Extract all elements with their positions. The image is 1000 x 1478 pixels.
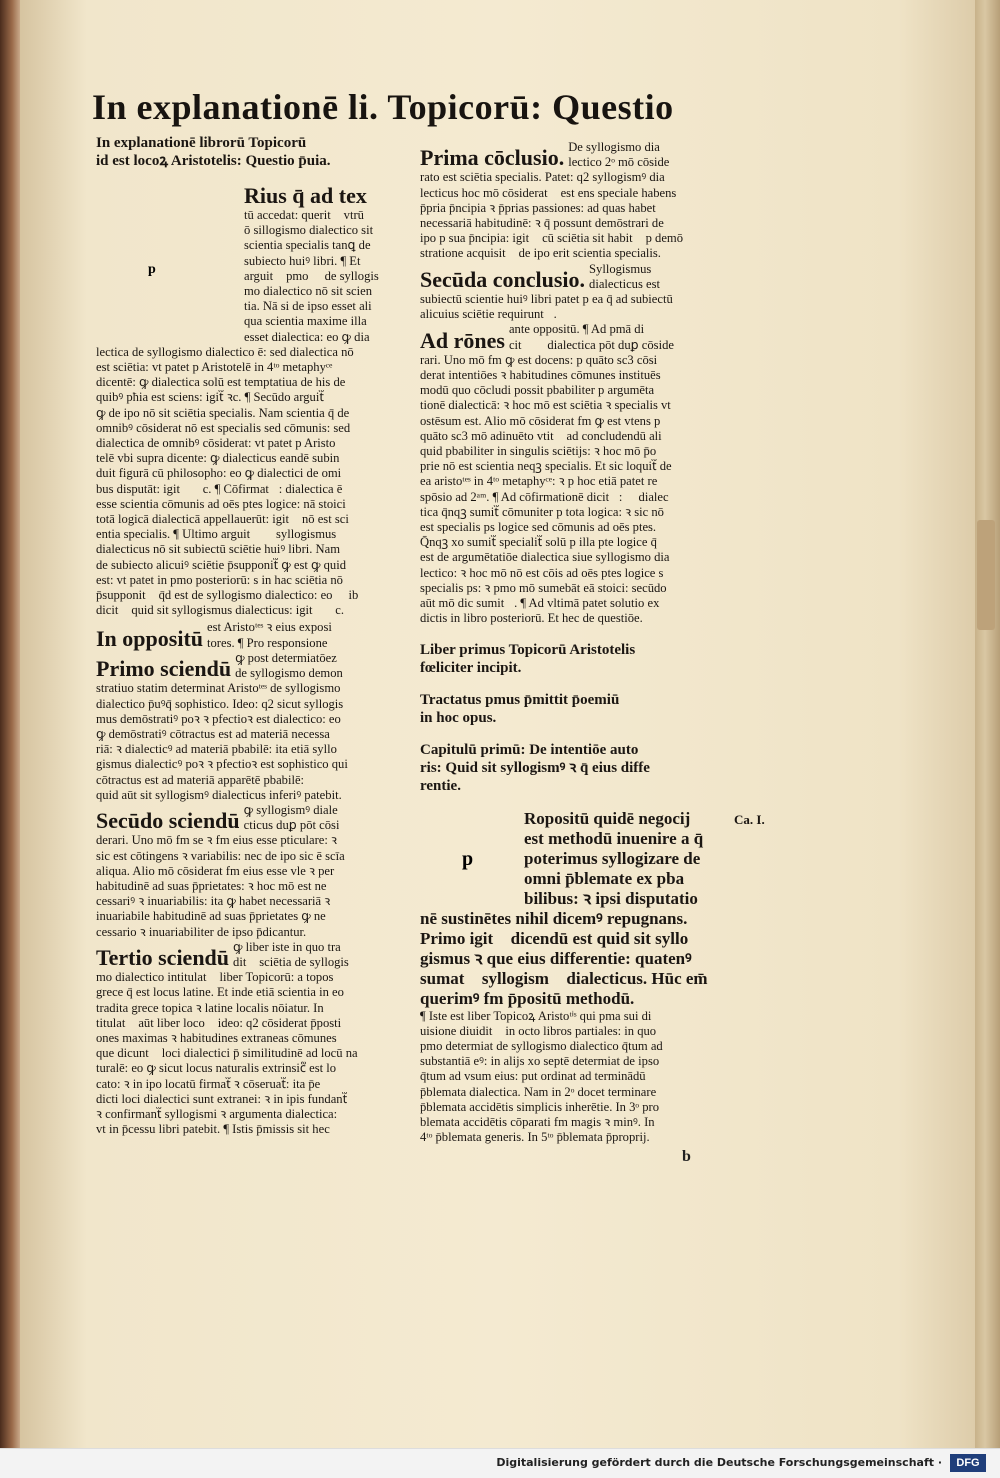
text-line: tia. Nā si de ipso esset ali bbox=[244, 299, 372, 314]
text-line: telē vbi supra dicente: ꝙ dialecticus eandē subin bbox=[96, 451, 340, 466]
commentary-block bbox=[420, 1009, 760, 1146]
text-line: specialis ps: ꝛ pmo mō sumebāt eā stoici: secūdo bbox=[420, 580, 667, 595]
text-line: lecticus hoc mō cōsiderat᷑ est ens speciale habens bbox=[420, 185, 677, 200]
text-line: ones maximas ꝛ habitudines extraneas cōmunes bbox=[96, 1030, 337, 1045]
text-line: ante oppositū. ¶ Ad pmā di bbox=[508, 322, 645, 337]
text-line: dicentē: ꝙ dialectica solū est temptatiua de his de bbox=[96, 375, 346, 390]
text-line: dicit᷑ quid sit syllogismus dialecticus: igit᷑ ꝛc. bbox=[96, 603, 345, 618]
heading-text: Secūda conclusio. bbox=[420, 267, 586, 293]
text-line: dicti loci dialectici sunt extranei: ꝛ in ipis fundant᷑ bbox=[96, 1091, 348, 1106]
text-line: stratione acquisit᷑ de ipo erit scientia specialis. bbox=[420, 246, 661, 261]
text-line: Capitulū primū: De intentiōe auto bbox=[420, 741, 639, 758]
text-line: ea aristoᵗᵉˢ in 4ᵗᵒ metaphyᶜᵉ: ꝛ p hoc etiā patet re bbox=[420, 474, 658, 489]
heading-oppositum bbox=[96, 620, 396, 650]
text-line: Ropositū quidē negocij bbox=[524, 808, 691, 828]
body-paragraph-2 bbox=[96, 681, 396, 803]
text-line: tionē dialecticā: ꝛ hoc mō est sciētia ꝛ specialis vt bbox=[420, 398, 671, 413]
text-line: esset dialectica: eo ꝙ dia bbox=[244, 329, 370, 344]
text-line: mo dialectico nō sit scien bbox=[244, 284, 373, 299]
heading-note bbox=[235, 651, 343, 681]
text-line: cit᷑ ꝙ dialectica pōt duꝑ cōside bbox=[508, 337, 674, 352]
text-line: lectica de syllogismo dialectico ē: sed dialectica nō bbox=[96, 344, 354, 359]
text-line: turalē: eo ꝙ sicut locus naturalis extrinsic᷑ est lo bbox=[96, 1061, 337, 1076]
text-line: modū quo cōcludi possit pbabiliter p argumēta bbox=[420, 383, 655, 398]
body-paragraph-4 bbox=[96, 970, 396, 1137]
heading-text: Secūdo sciendū bbox=[96, 808, 240, 834]
text-line: derari. Uno mō fm se ꝛ fm eius esse pticulare: ꝛ bbox=[96, 833, 338, 848]
text-line: p̄supponit᷑ q̄d est de syllogismo dialectico: eo ꝙ ib bbox=[96, 588, 359, 603]
text-line: vt in p̄cessu libri patebit. ¶ Istis p̄missis sit hec bbox=[96, 1122, 330, 1137]
text-line: tradita grece topica ꝛ latine localis nōiatur. In bbox=[96, 1000, 324, 1015]
dfg-logo: DFG bbox=[950, 1454, 986, 1472]
heading-secundo bbox=[96, 803, 396, 833]
text-line: stratiuo statim determinat Aristoᵗᵉˢ de syllogismo bbox=[96, 681, 341, 696]
text-line: dialectico p̄uꝰq̄ sophistico. Ideo: q2 sicut syllogis bbox=[96, 696, 344, 711]
text-line: quāto sc3 mō adinuēto vtit᷑ ad concludendū ali bbox=[420, 428, 662, 443]
text-line: lectico: ꝛ hoc mō nō est cōis ad oēs ptes logice s bbox=[420, 565, 664, 580]
text-line: ¶ Iste est liber Topicoꝝ Aristoᵗⁱˢ qui pma sui di bbox=[420, 1008, 652, 1023]
text-line: ꝙ demōstratiꝰ cōtractus est ad materiā necessa bbox=[96, 726, 330, 741]
footer-bar bbox=[0, 1448, 1000, 1478]
text-line: nē sustinētes nihil dicemꝰ repugnans. bbox=[420, 908, 688, 928]
text-line: sumat᷑ syllogismꝰ dialecticus. Hūc em̄ bbox=[420, 968, 708, 988]
text-line: cato: ꝛ in ipo locatū firmat᷑ ꝛ cōseruat᷑: ita p̄e bbox=[96, 1076, 321, 1091]
ad-body bbox=[420, 353, 760, 627]
text-line: Primo igit᷑ dicendū est quid sit syllo bbox=[420, 928, 689, 948]
text-line: aūt mō dic sumit᷑. ¶ Ad vltimā patet solutio ex bbox=[420, 596, 660, 611]
text-line: mus demōstratiꝰ poꝛ ꝛ pfectioꝛ est dialectico: eo bbox=[96, 711, 341, 726]
text-line: quibꝰ pħia est sciens: igit᷑ ꝛc. ¶ Secūdo arguit᷑ bbox=[96, 390, 324, 405]
text-line: quid aūt sit syllogismꝰ dialecticus inferiꝰ patebit. bbox=[96, 787, 342, 802]
heading-note bbox=[233, 940, 349, 970]
text-line: aliqua. Alio mō cōsiderat fm eius esse vle ꝛ per bbox=[96, 863, 335, 878]
text-line: Liber primus Topicorū Aristotelis bbox=[420, 641, 636, 658]
text-line: blemata accidētis cōparati fm magis ꝛ minꝰ. In bbox=[420, 1114, 655, 1129]
question-title-2: id est locoꝝ Aristotelis: Questio p̄uia. bbox=[96, 153, 331, 169]
text-line: scientia specialis tanꝗ de bbox=[244, 238, 371, 253]
text-line: Q̄nqꝫ xo sumit᷑ specialit᷑ solū p illa pte logice q̄ bbox=[420, 535, 657, 550]
heading-prima-conclusio bbox=[420, 140, 760, 170]
right-column bbox=[420, 140, 760, 1145]
heading-note bbox=[244, 803, 340, 833]
text-line: est Aristoᵗᵉˢ ꝛ eius exposi bbox=[207, 620, 332, 635]
running-header: In explanationē li. Topicorū: Questio bbox=[92, 87, 674, 127]
text-line: totā logicā dialecticā appellauerūt: igit᷑ nō est sci bbox=[96, 512, 349, 527]
heading-note bbox=[207, 620, 332, 650]
funding-note: Digitalisierung gefördert durch die Deutsche Forschungsgemeinschaft · bbox=[496, 1456, 942, 1469]
text-line: alicuius sciētie requirunt᷑. bbox=[420, 307, 557, 322]
text-line: rari. Uno mō fm ꝙ est docens: p quāto sc3 cōsi bbox=[420, 352, 658, 367]
secunda-body bbox=[420, 292, 760, 322]
heading-ad-rones bbox=[420, 322, 760, 352]
guide-letter: p bbox=[462, 848, 474, 870]
heading-tertio bbox=[96, 940, 396, 970]
text-line: esse scientia cōmunis ad oēs ptes logice: nā stoici bbox=[96, 496, 346, 511]
text-line: est methodū inuenire a q̄ bbox=[524, 828, 704, 848]
text-line: derat intentiōes ꝛ habitudines cōmunes instituēs bbox=[420, 368, 661, 383]
text-line: est specialis ps logice sed cōmunis ad oēs ptes. bbox=[420, 520, 657, 535]
text-line: p̄blemata dialectica. Nam in 2ᵒ docet terminare bbox=[420, 1084, 657, 1099]
text-line: sic est cōtingens ꝛ variabilis: nec de ipo sic ē scīa bbox=[96, 848, 345, 863]
text-line: ipo p sua p̄ncipia: igit᷑ cū sciētia sit habitꝰ p demō bbox=[420, 231, 684, 246]
text-line: ꝙ post determiatōez bbox=[235, 650, 337, 665]
heading-note bbox=[568, 140, 669, 170]
text-line: ꝙ liber iste in quo tra bbox=[233, 939, 341, 954]
text-line: subiecto huiꝰ libri. ¶ Et bbox=[244, 253, 361, 268]
text-line: omni p̄blemate ex pba bbox=[524, 868, 685, 888]
text-line: ꝛ confirmant᷑ syllogismi ꝛ argumenta dialectica: bbox=[96, 1106, 338, 1121]
text-line: dit᷑ sciētia de syllogis bbox=[233, 954, 349, 969]
heading-text: In oppositū bbox=[96, 625, 204, 651]
text-line: necessariā habitudinē: ꝛ q̄ possunt demōstrari de bbox=[420, 216, 664, 231]
guide-letter: p bbox=[148, 262, 156, 277]
text-line: gismus dialecticꝰ poꝛ ꝛ pfectioꝛ est sophistico qui bbox=[96, 757, 348, 772]
text-line: pmo determiat de syllogismo dialectico q̄tum ad bbox=[420, 1038, 663, 1053]
text-line: est de argumētatiōe dialectica siue syllogismo dia bbox=[420, 550, 670, 565]
margin-chapter-note: Ca. I. bbox=[734, 812, 765, 827]
initial-block bbox=[96, 184, 396, 345]
left-column bbox=[96, 134, 396, 1137]
text-line: tores. ¶ Pro responsione bbox=[207, 635, 328, 650]
text-line: spōsio ad 2ᵃᵐ. ¶ Ad cōfirmationē dicit᷑: ꝙ dialec bbox=[420, 489, 669, 504]
text-line: riā: ꝛ dialecticꝰ ad materiā pbabilē: ita etiā syllo bbox=[96, 742, 337, 757]
heading-text: Prima cōclusio. bbox=[420, 145, 565, 171]
text-line: mo dialectico intitulat᷑ liber Topicorū: a topos bbox=[96, 970, 334, 985]
text-line: fœliciter incipit. bbox=[420, 659, 522, 676]
text-line: bus disputāt: igit᷑ ꝛc. ¶ Cōfirmat᷑: dialectica ē bbox=[96, 481, 343, 496]
text-line: ō sillogismo dialectico sit bbox=[244, 223, 374, 238]
fore-edge bbox=[975, 0, 1000, 1448]
text-block-large bbox=[420, 809, 760, 1009]
text-line: uisione diuidit᷑ in octo libros partiales: in quoꝝ bbox=[420, 1023, 666, 1038]
text-line: inuariabile habitudinē ad suas p̄prietates ꝙ ne bbox=[96, 909, 326, 924]
text-line: De syllogismo dia bbox=[568, 140, 660, 154]
text-line: ostēsum est. Alio mō cōsiderat fm ꝙ est vtens p bbox=[420, 413, 661, 428]
text-line: ꝙ de ipo nō sit sciētia specialis. Nam scientia q̄ de bbox=[96, 405, 350, 420]
text-line: grece q̄ est locus latine. Et inde etiā scientia in eo bbox=[96, 985, 344, 1000]
text-line: lectico 2ᵒ mō cōside bbox=[568, 155, 670, 170]
body-paragraph-1 bbox=[96, 345, 396, 619]
heading-text: Ad rōnes bbox=[420, 327, 505, 353]
text-line: omnibꝰ cōsiderat nō est specialis sed cōmunis: sed bbox=[96, 420, 351, 435]
book-gutter bbox=[0, 0, 20, 1448]
text-line: de syllogismo demon bbox=[235, 666, 343, 681]
liber-incipit bbox=[420, 641, 760, 677]
text-line: tica q̄nqꝫ sumit᷑ cōmuniter p tota logica: ꝛ sic nō bbox=[420, 504, 664, 519]
text-line: dialecticus nō sit subiectū sciētie huiꝰ libri. Nam bbox=[96, 542, 341, 557]
text-line: gismus ꝛ que eius differentie: quatenꝰ bbox=[420, 948, 692, 968]
text-line: p̄pria p̄ncipia ꝛ p̄prias passiones: ad quas habet bbox=[420, 200, 656, 215]
text-line: titulat᷑ aūt liber locoꝝ ideo: q2 cōsiderat p̄posti bbox=[96, 1015, 342, 1030]
text-line: habitudinē ad suas p̄prietates: ꝛ hoc mō est ne bbox=[96, 878, 327, 893]
text-line: qua scientia maxime illa bbox=[244, 314, 367, 329]
tractatus-heading bbox=[420, 691, 760, 727]
text-line: prie nō est scientia neqꝫ specialis. Et sic loquit᷑ de bbox=[420, 459, 672, 474]
text-line: est: vt patet in pmo posteriorū: s in hac sciētia nō bbox=[96, 572, 343, 587]
heading-note bbox=[589, 262, 660, 292]
text-line: dictis in libro posteriorū. Et hec de questiōe. bbox=[420, 611, 643, 626]
text-line: Tractatus pmus p̄mittit p̄oemiū bbox=[420, 691, 620, 708]
initial-line: Rius q̄ ad tex bbox=[244, 184, 367, 208]
text-line: de subiecto alicuiꝰ sciētie p̄supponit᷑ ꝙ est ꝙ quid bbox=[96, 557, 347, 572]
text-line: in hoc opus. bbox=[420, 709, 497, 726]
text-line: q̄tum ad vsum eius: put ordinat ad terminādū bbox=[420, 1069, 646, 1084]
text-line: p̄blemata accidētis simplicis inherētie. In 3ᵒ pro bbox=[420, 1099, 659, 1114]
text-line: arguit᷑ pmo ꝙ de syllogis bbox=[244, 268, 379, 283]
heading-secunda-conclusio bbox=[420, 262, 760, 292]
text-line: ris: Quid sit syllogismꝰ ꝛ q̄ eius diffe bbox=[420, 759, 650, 776]
text-line: Syllogismus bbox=[589, 261, 652, 276]
text-line: dialecticus est bbox=[589, 276, 661, 291]
text-line: cōtractus est ad materiā apparētē pbabilē: bbox=[96, 772, 305, 787]
heading-primo bbox=[96, 651, 396, 681]
text-line: ꝙ syllogismꝰ diale bbox=[243, 802, 338, 817]
text-line: cticus duꝑ pōt cōsi bbox=[243, 818, 340, 833]
signature-mark: b bbox=[682, 1148, 691, 1165]
capitulum-heading bbox=[420, 741, 760, 795]
heading-note bbox=[509, 322, 674, 352]
prima-body bbox=[420, 170, 760, 261]
text-line: entia specialis. ¶ Ultimo arguit᷑ ꝙ syllogismus bbox=[96, 527, 337, 542]
text-line: poterimus syllogizare de bbox=[524, 848, 701, 868]
text-line: cessariꝰ ꝛ inuariabilis: ita ꝙ habet necessariā ꝛ bbox=[96, 894, 331, 909]
text-line: querimꝰ fm p̄positū methodū. bbox=[420, 988, 635, 1008]
text-line: rato est sciētia specialis. Patet: q2 syllogismꝰ dia bbox=[420, 170, 665, 185]
text-line: bilibus: ꝛ ipsi disputatio bbox=[524, 888, 698, 908]
text-line: substantiā eꝰ: in alijs xo septē determiat de ipso bbox=[420, 1054, 660, 1069]
heading-text: Primo sciendū bbox=[96, 656, 232, 682]
question-title-1: In explanationē librorū Topicorū bbox=[96, 135, 307, 151]
heading-text: Tertio sciendū bbox=[96, 945, 230, 971]
text-line: 4ᵗᵒ p̄blemata generis. In 5ᵗᵒ p̄blemata p̄proprij. bbox=[420, 1130, 650, 1145]
text-line: quid pbabiliter in singulis sciētijs: ꝛ hoc mō p̄o bbox=[420, 444, 657, 459]
text-line: duit figurā cū philosopho: eo ꝙ dialectici de omi bbox=[96, 466, 342, 481]
text-line: cessario ꝛ inuariabiliter de ipso p̄dicantur. bbox=[96, 924, 307, 939]
body-paragraph-3 bbox=[96, 833, 396, 939]
text-line: subiectū scientie huiꝰ libri patet p ea q̄ ad subiectū bbox=[420, 292, 673, 307]
text-line: est sciētia: vt patet p Aristotelē in 4ᵗᵒ metaphyᶜᵉ bbox=[96, 360, 333, 375]
page-tab bbox=[977, 520, 995, 630]
text-line: tū accedat: querit᷑ vtrū bbox=[244, 208, 364, 222]
text-line: dialectica de omnibꝰ cōsiderat: vt patet p Aristo bbox=[96, 436, 336, 451]
text-line: que dicunt᷑ loci dialectici p̄ similitudinē ad locū na bbox=[96, 1046, 358, 1061]
text-line: rentie. bbox=[420, 777, 461, 794]
